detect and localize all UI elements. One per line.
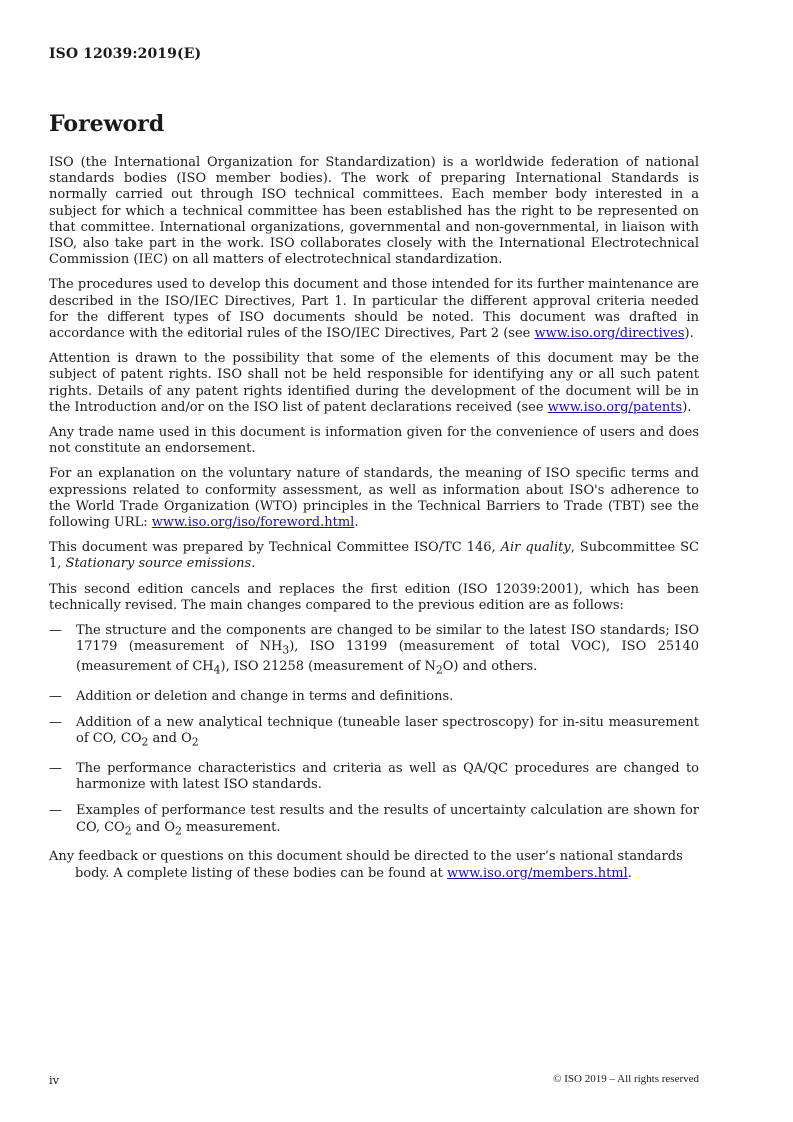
paragraph-trade-name: Any trade name used in this document is information given for the convenience of users and does not constitute an endorsement. bbox=[49, 425, 699, 457]
list-item: — Addition or deletion and change in terms and definitions. bbox=[49, 688, 454, 704]
paragraph-patent-rights: Attention is drawn to the possibility that some of the elements of this document may be the subject of patent rights. ISO shall not be held responsible for identifying any or all such patent rights. Details of any patent rights identified during the development of the document will be in the Introduction and/or on the ISO list of patent declarations received (see www.iso.org/patents). bbox=[49, 351, 699, 415]
paragraph-feedback: Any feedback or questions on this document should be directed to the user’s national standards body. A complete listing of these bodies can be found at www.iso.org/members.html. bbox=[49, 849, 683, 881]
document-id-header: ISO 12039:2019(E) bbox=[49, 46, 202, 62]
link-members[interactable]: www.iso.org/members.html bbox=[447, 865, 628, 881]
list-item: — Examples of performance test results and the results of uncertainty calculation are shown for CO, $CO_2$ and $O_2$ measurement. bbox=[49, 803, 699, 838]
link-patents[interactable]: www.iso.org/patents bbox=[547, 399, 683, 415]
dash-bullet: — bbox=[49, 803, 62, 819]
dash-bullet: — bbox=[49, 688, 62, 704]
dash-bullet: — bbox=[49, 761, 62, 777]
dash-bullet: — bbox=[49, 623, 62, 639]
foreword-body bbox=[49, 155, 699, 891]
paragraph-voluntary-nature: For an explanation on the voluntary nature of standards, the meaning of ISO specific terms and expressions related to conformity assessment, as well as information about ISO's adherence to the World Trade Organization (WTO) principles in the Technical Barriers to Trade (TBT) see the following URL: www.iso.org/iso/foreword.html. bbox=[49, 466, 699, 531]
page-number: iv bbox=[49, 1073, 60, 1087]
changes-list bbox=[49, 623, 699, 839]
paragraph-second-edition: This second edition cancels and replaces the first edition (ISO 12039:2001), which has been technically revised. The main changes compared to the previous edition are as follows: bbox=[49, 581, 699, 613]
paragraph-iso-intro: ISO (the International Organization for Standardization) is a worldwide federation of national standards bodies (ISO member bodies). The work of preparing International Standards is normally carried out through ISO technical committees. Each member body interested in a subject for which a technical committee has been established has the right to be represented on that committee. International organizations, governmental and non-governmental, in liaison with ISO, also take part in the work. ISO collaborates closely with the International Electrotechnical Commission (IEC) on all matters of electrotechnical standardization. bbox=[49, 155, 699, 268]
page-title: Foreword bbox=[49, 111, 165, 137]
list-item: — Addition of a new analytical technique (tuneable laser spectroscopy) for in-situ measurement of CO, $CO_2$ and $O_2$ bbox=[49, 715, 699, 749]
dash-bullet: — bbox=[49, 715, 62, 731]
copyright-notice: © ISO 2019 – All rights reserved bbox=[553, 1073, 699, 1085]
link-directives[interactable]: www.iso.org/directives bbox=[534, 326, 685, 342]
paragraph-procedures: The procedures used to develop this document and those intended for its further maintenance are described in the ISO/IEC Directives, Part 1. In particular the different approval criteria needed for the different types of ISO documents should be noted. This document was drafted in accordance with the editorial rules of the ISO/IEC Directives, Part 2 (see www.iso.org/directives). bbox=[49, 277, 699, 342]
paragraph-committee: This document was prepared by Technical Committee ISO/TC 146, Air quality, Subcommittee SC 1, Stationary source emissions. bbox=[49, 540, 699, 572]
list-item: — The performance characteristics and criteria as well as QA/QC procedures are changed to harmonize with latest ISO standards. bbox=[49, 761, 699, 793]
link-foreword[interactable]: www.iso.org/iso/foreword.html bbox=[151, 515, 355, 531]
list-item: — The structure and the components are changed to be similar to the latest ISO standards; ISO 17179 (measurement of $NH_3$), ISO 13199 (measurement of total VOC), ISO 25140 (measurement of $CH_4$), ISO 21258 (measurement of $N_2O$) and others. bbox=[49, 623, 699, 677]
